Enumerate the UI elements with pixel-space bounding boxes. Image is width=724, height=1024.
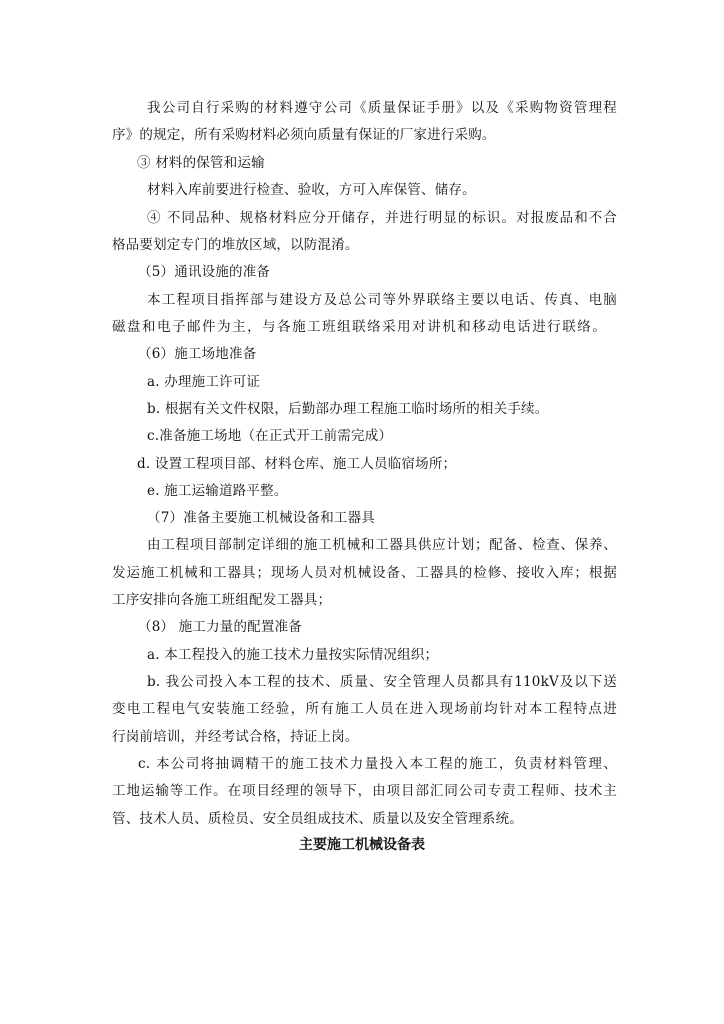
list-item: a. 本工程投入的施工技术力量按实际情况组织； bbox=[147, 647, 439, 663]
paragraph-line: 变电工程电气安装施工经验，所有施工人员在进入现场前均针对本工程特点进 bbox=[112, 701, 617, 717]
paragraph-line: 行岗前培训，并经考试合格，持证上岗。 bbox=[112, 729, 359, 745]
list-item: b. 根据有关文件权限，后勤部办理工程施工临时场所的相关手续。 bbox=[147, 401, 549, 417]
section-heading: ③ 材料的保管和运输 bbox=[137, 155, 265, 171]
section-heading: （7）准备主要施工机械设备和工器具 bbox=[147, 510, 375, 526]
paragraph-line: 格品要划定专门的堆放区域，以防混淆。 bbox=[112, 237, 359, 253]
paragraph-line: 工地运输等工作。在项目经理的领导下，由项目部汇同公司专责工程师、技术主 bbox=[112, 783, 617, 799]
paragraph-line: 发运施工机械和工器具；现场人员对机械设备、工器具的检修、接收入库；根据 bbox=[112, 565, 617, 581]
list-item: d. 设置工程项目部、材料仓库、施工人员临宿场所； bbox=[137, 456, 457, 472]
section-heading: （6）施工场地准备 bbox=[138, 346, 257, 362]
paragraph-line: 工序安排向各施工班组配发工器具； bbox=[112, 592, 332, 608]
paragraph-line: 管、技术人员、质检员、安全员组成技术、质量以及安全管理系统。 bbox=[112, 811, 523, 827]
paragraph-line: 磁盘和电子邮件为主，与各施工班组联络采用对讲机和移动电话进行联络。 bbox=[112, 319, 606, 335]
paragraph-line: 序》的规定，所有采购材料必须向质量有保证的厂家进行采购。 bbox=[112, 127, 496, 143]
section-heading: （5）通讯设施的准备 bbox=[138, 264, 271, 280]
list-item: c.准备施工场地（在正式开工前需完成） bbox=[147, 428, 393, 444]
list-item: e. 施工运输道路平整。 bbox=[147, 483, 288, 499]
list-item: c. 本公司将抽调精干的施工技术力量投入本工程的施工，负责材料管理、 bbox=[138, 756, 617, 772]
table-title: 主要施工机械设备表 bbox=[299, 837, 425, 853]
paragraph-line: 我公司自行采购的材料遵守公司《质量保证手册》以及《采购物资管理程 bbox=[147, 100, 617, 116]
paragraph-line: 材料入库前要进行检查、验收，方可入库保管、储存。 bbox=[147, 182, 476, 198]
paragraph-line: ④ 不同品种、规格材料应分开储存，并进行明显的标识。对报废品和不合 bbox=[147, 210, 617, 226]
list-item: b. 我公司投入本工程的技术、质量、安全管理人员都具有110kV及以下送 bbox=[147, 674, 617, 690]
paragraph-line: 本工程项目指挥部与建设方及总公司等外界联络主要以电话、传真、电脑 bbox=[147, 292, 617, 308]
paragraph-line: 由工程项目部制定详细的施工机械和工器具供应计划；配备、检查、保养、 bbox=[147, 537, 617, 553]
list-item: a. 办理施工许可证 bbox=[147, 374, 261, 390]
section-heading: （8） 施工力量的配置准备 bbox=[138, 619, 302, 635]
